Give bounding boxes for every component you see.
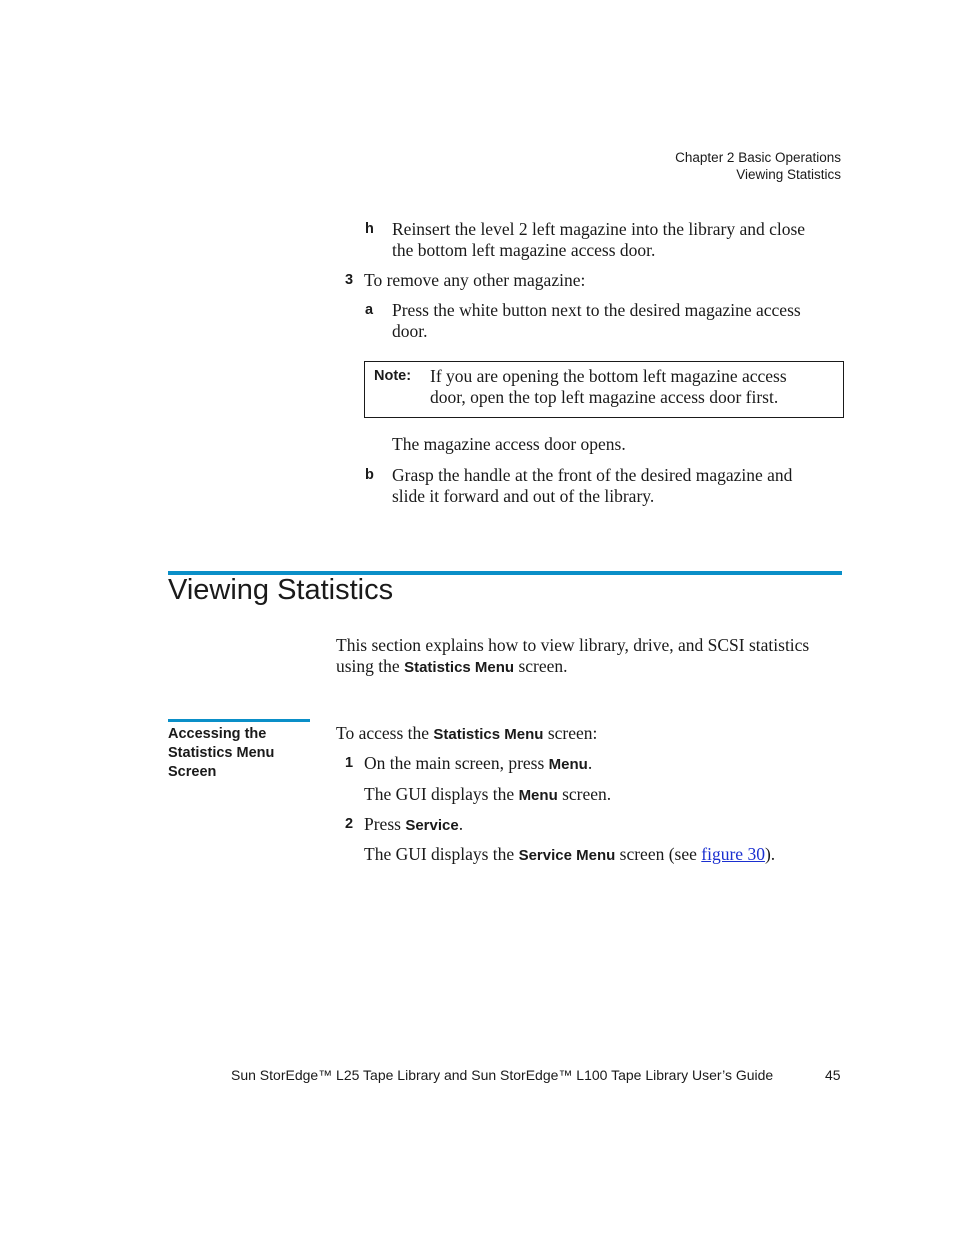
step-h-label: h	[365, 221, 374, 237]
figure-30-link[interactable]: figure 30	[701, 844, 765, 864]
note-line1: If you are opening the bottom left magazine access	[430, 366, 787, 386]
service-button-ref: Service	[405, 817, 459, 834]
step-a-line1: Press the white button next to the desired magazine access	[392, 300, 801, 320]
section-title: Viewing Statistics	[168, 574, 394, 606]
step-2-label: 2	[345, 816, 354, 832]
step-b-line2: slide it forward and out of the library.	[392, 486, 655, 506]
step-a-text	[392, 300, 852, 342]
step-b-line1: Grasp the handle at the front of the desired magazine and	[392, 465, 793, 485]
header-chapter: Chapter 2 Basic Operations	[675, 150, 841, 165]
step-a-label: a	[365, 302, 374, 318]
step-result-text: The magazine access door opens.	[392, 434, 626, 454]
subsection-lead: To access the Statistics Menu screen:	[336, 723, 598, 743]
step-b-text	[392, 465, 852, 507]
header-section: Viewing Statistics	[736, 167, 841, 182]
step-a-line2: door.	[392, 321, 428, 341]
note-label: Note:	[374, 368, 412, 384]
step-h-line1: Reinsert the level 2 left magazine into the library and close	[392, 219, 806, 239]
menu-button-ref: Menu	[548, 756, 588, 773]
section-intro	[336, 635, 856, 678]
step-3-text: To remove any other magazine:	[364, 270, 586, 290]
step-b-label: b	[365, 467, 374, 483]
note-line2: door, open the top left magazine access door first.	[430, 387, 779, 407]
intro-line2: using the Statistics Menu screen.	[336, 656, 568, 676]
step-1-result: The GUI displays the Menu screen.	[364, 784, 612, 804]
subsection-heading: Accessing the Statistics Menu Screen	[168, 726, 275, 780]
intro-line1: This section explains how to view library, drive, and SCSI statistics	[336, 635, 810, 655]
step-2-text: Press Service.	[364, 814, 464, 834]
step-h-line2: the bottom left magazine access door.	[392, 240, 656, 260]
page-number: 45	[825, 1067, 841, 1083]
subsection-rule	[168, 719, 310, 722]
intro-bold-statistics-menu: Statistics Menu	[404, 659, 515, 676]
step-1-label: 1	[345, 755, 354, 771]
footer-title: Sun StorEdge™ L25 Tape Library and Sun StorEdge™ L100 Tape Library User’s Guide	[231, 1067, 774, 1083]
running-header	[675, 149, 841, 183]
step-2-result: The GUI displays the Service Menu screen (see figure 30).	[364, 844, 776, 864]
step-h-text	[392, 219, 852, 261]
note-text	[430, 366, 835, 408]
step-1-text: On the main screen, press Menu.	[364, 753, 593, 773]
step-3-label: 3	[345, 272, 354, 288]
